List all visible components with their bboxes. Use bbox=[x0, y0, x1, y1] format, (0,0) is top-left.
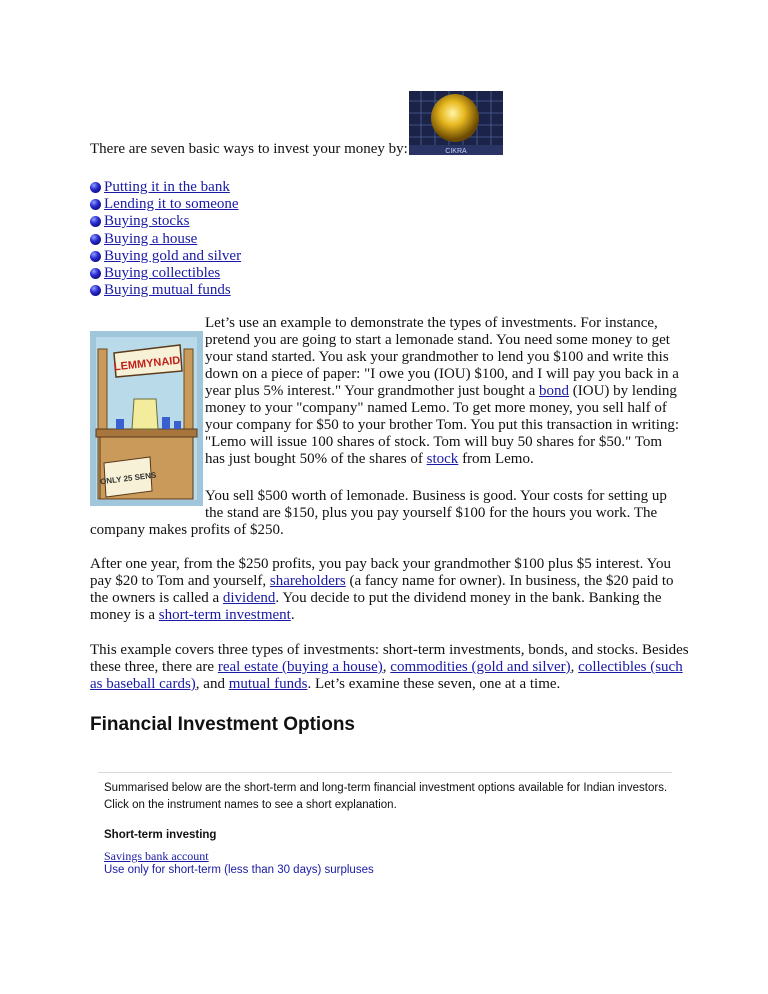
text-segment: Let’s use an example to demonstrate the types of investments. For instance, pretend you are going to start a lemonade stand. You need some money to get your stand started. You ask your grandmother to lend you $100 and write this down on a piece of paper: "I owe you (IOU) $100, and I will pay you back in a year plus 5% interest." Your grandmother just bought a bbox=[205, 315, 679, 399]
divider bbox=[98, 772, 672, 773]
text-segment: . You decide to put the dividend money in the bank. Banking the money is a bbox=[90, 590, 662, 623]
bullet-icon bbox=[90, 285, 101, 296]
list-item bbox=[90, 179, 241, 196]
text-segment: from Lemo. bbox=[458, 451, 534, 467]
bullet-icon bbox=[90, 268, 101, 279]
link-buying-gold[interactable]: Buying gold and silver bbox=[104, 247, 242, 264]
text-segment: (IOU) by lending money to your "company" named Lemo. To get more money, you sell half of your company for $50 to your brother Tom. You put this transaction in writing: "Lemo will issue 100 shares of stock. Tom will buy 50 shares for $50." Tom has just bought 50% of the shares of bbox=[205, 383, 680, 467]
use-only-note: Use only for short-term (less than 30 days) surpluses bbox=[104, 864, 374, 876]
link-dividend[interactable]: dividend bbox=[222, 590, 276, 606]
text-segment: (a fancy name for owner). In business, the $20 paid to the owners is called a bbox=[90, 573, 674, 606]
list-item bbox=[90, 196, 241, 213]
text-segment: . bbox=[290, 607, 295, 623]
list-item bbox=[90, 282, 241, 299]
lemonade-paragraph-2: You sell $500 worth of lemonade. Business is good. Your costs for setting up the stand are $150, plus you pay yourself $100 for the hours you work. The bbox=[205, 488, 667, 521]
list-item bbox=[90, 265, 241, 282]
list-item bbox=[90, 231, 241, 248]
text-segment: , bbox=[382, 659, 391, 675]
text-segment: , bbox=[570, 659, 579, 675]
text-segment: . Let’s examine these seven, one at a time. bbox=[307, 676, 561, 692]
bullet-icon bbox=[90, 182, 101, 193]
cikra-logo bbox=[409, 91, 503, 155]
link-mutual-funds[interactable]: mutual funds bbox=[228, 676, 308, 692]
investment-types-paragraph bbox=[90, 642, 690, 693]
link-bond[interactable]: bond bbox=[539, 383, 569, 399]
bullet-icon bbox=[90, 216, 101, 227]
link-putting-in-bank[interactable]: Putting it in the bank bbox=[104, 179, 230, 196]
investment-list bbox=[90, 179, 241, 299]
link-commodities[interactable]: commodities (gold and silver) bbox=[390, 659, 571, 675]
logo-text: CIKRA bbox=[445, 148, 467, 155]
bullet-icon bbox=[90, 251, 101, 262]
link-buying-stocks[interactable]: Buying stocks bbox=[104, 213, 190, 230]
link-buying-house[interactable]: Buying a house bbox=[104, 230, 198, 247]
list-item bbox=[90, 248, 241, 265]
bullet-icon bbox=[90, 199, 101, 210]
text-segment: , and bbox=[195, 676, 229, 692]
link-shareholders[interactable]: shareholders bbox=[269, 573, 346, 589]
link-lending[interactable]: Lending it to someone bbox=[104, 196, 239, 213]
lemonade-paragraph-1 bbox=[205, 315, 685, 468]
link-buying-mutual-funds[interactable]: Buying mutual funds bbox=[104, 282, 231, 299]
link-buying-collectibles[interactable]: Buying collectibles bbox=[104, 265, 221, 282]
lemonade-paragraph-2-end: company makes profits of $250. bbox=[90, 522, 284, 538]
text-segment: After one year, from the $250 profits, you pay back your grandmother $100 plus $5 interest. You pay $20 to Tom and yourself, bbox=[90, 556, 671, 589]
link-collectibles[interactable]: collectibles (such as baseball cards) bbox=[90, 659, 683, 692]
summary-text: Summarised below are the short-term and long-term financial investment options available for Indian investors. Click on the instrument names to see a short explanation. bbox=[104, 782, 668, 811]
link-short-term-investment[interactable]: short-term investment bbox=[158, 607, 291, 623]
short-term-heading: Short-term investing bbox=[104, 829, 217, 841]
dividend-paragraph bbox=[90, 556, 690, 624]
savings-bank-account-link[interactable]: Savings bank account bbox=[104, 849, 209, 863]
lemonade-stand-illustration bbox=[90, 331, 203, 506]
section-heading: Financial Investment Options bbox=[90, 714, 355, 735]
list-item bbox=[90, 213, 241, 230]
text-segment: This example covers three types of investments: short-term investments, bonds, and stocks. Besides these three, there are bbox=[90, 642, 689, 675]
stand-price-text: ONLY 25 SENS bbox=[99, 470, 157, 487]
bullet-icon bbox=[90, 234, 101, 245]
stand-sign-text: LEMMYNAID bbox=[113, 354, 181, 374]
link-stock[interactable]: stock bbox=[426, 451, 459, 467]
link-real-estate[interactable]: real estate (buying a house) bbox=[217, 659, 383, 675]
intro-text: There are seven basic ways to invest your money by: bbox=[90, 141, 408, 157]
